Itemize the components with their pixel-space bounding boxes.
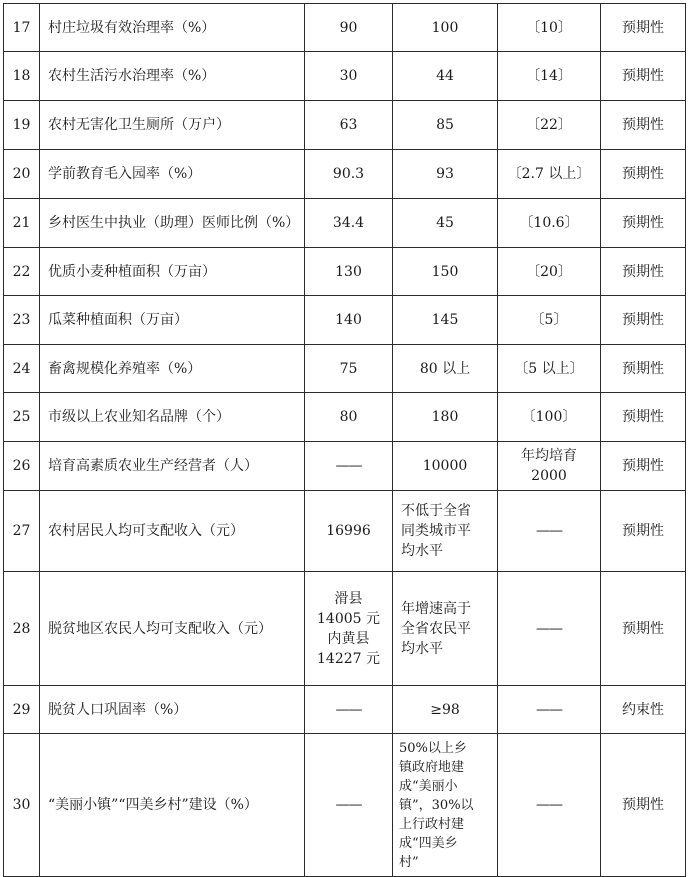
table-row bbox=[4, 101, 686, 150]
table-row bbox=[4, 686, 686, 734]
base-value: 34.4 bbox=[305, 199, 393, 248]
indicator-name: 瓜菜种植面积（万亩） bbox=[40, 296, 305, 345]
table-row bbox=[4, 442, 686, 491]
change-value: —— bbox=[498, 686, 601, 734]
attribute: 预期性 bbox=[601, 150, 686, 199]
target-value: 100 bbox=[393, 4, 498, 52]
row-number: 30 bbox=[4, 734, 40, 877]
base-value: —— bbox=[305, 442, 393, 491]
target-value: 45 bbox=[393, 199, 498, 248]
target-value: 50%以上乡 镇政府地建 成“美丽小 镇”，30%以 上行政村建 成“四美乡 村” bbox=[393, 734, 498, 877]
table-row bbox=[4, 199, 686, 248]
row-number: 22 bbox=[4, 248, 40, 296]
row-number: 28 bbox=[4, 572, 40, 686]
table-row bbox=[4, 572, 686, 686]
change-value: 〔5〕 bbox=[498, 296, 601, 345]
change-value: 〔10.6〕 bbox=[498, 199, 601, 248]
change-value: 〔100〕 bbox=[498, 393, 601, 442]
change-value: —— bbox=[498, 491, 601, 572]
change-value: 〔10〕 bbox=[498, 4, 601, 52]
row-number: 26 bbox=[4, 442, 40, 491]
base-value: 16996 bbox=[305, 491, 393, 572]
table-row bbox=[4, 296, 686, 345]
row-number: 24 bbox=[4, 345, 40, 393]
attribute: 预期性 bbox=[601, 296, 686, 345]
attribute: 预期性 bbox=[601, 248, 686, 296]
attribute: 预期性 bbox=[601, 101, 686, 150]
change-value: 〔2.7 以上〕 bbox=[498, 150, 601, 199]
indicator-name: 市级以上农业知名品牌（个） bbox=[40, 393, 305, 442]
base-value: 75 bbox=[305, 345, 393, 393]
indicator-name: 优质小麦种植面积（万亩） bbox=[40, 248, 305, 296]
target-value: 44 bbox=[393, 52, 498, 101]
change-value: 〔22〕 bbox=[498, 101, 601, 150]
table-row bbox=[4, 393, 686, 442]
attribute: 预期性 bbox=[601, 345, 686, 393]
indicator-name: 脱贫人口巩固率（%） bbox=[40, 686, 305, 734]
target-value: 不低于全省 同类城市平 均水平 bbox=[393, 491, 498, 572]
row-number: 23 bbox=[4, 296, 40, 345]
base-value: —— bbox=[305, 734, 393, 877]
indicator-name: 脱贫地区农民人均可支配收入（元） bbox=[40, 572, 305, 686]
indicator-name: 学前教育毛入园率（%） bbox=[40, 150, 305, 199]
target-value: 150 bbox=[393, 248, 498, 296]
base-value: 90 bbox=[305, 4, 393, 52]
change-value: 年均培育 2000 bbox=[498, 442, 601, 491]
base-value: 63 bbox=[305, 101, 393, 150]
indicator-name: 乡村医生中执业（助理）医师比例（%） bbox=[40, 199, 305, 248]
change-value: —— bbox=[498, 734, 601, 877]
row-number: 27 bbox=[4, 491, 40, 572]
table-row bbox=[4, 52, 686, 101]
indicator-name: 培育高素质农业生产经营者（人） bbox=[40, 442, 305, 491]
base-value: 90.3 bbox=[305, 150, 393, 199]
row-number: 17 bbox=[4, 4, 40, 52]
change-value: 〔5 以上〕 bbox=[498, 345, 601, 393]
row-number: 20 bbox=[4, 150, 40, 199]
change-value: —— bbox=[498, 572, 601, 686]
table-row bbox=[4, 491, 686, 572]
base-value: —— bbox=[305, 686, 393, 734]
table-row bbox=[4, 150, 686, 199]
change-value: 〔20〕 bbox=[498, 248, 601, 296]
indicator-table bbox=[3, 3, 686, 877]
attribute: 预期性 bbox=[601, 199, 686, 248]
row-number: 21 bbox=[4, 199, 40, 248]
target-value: 10000 bbox=[393, 442, 498, 491]
indicator-name: 村庄垃圾有效治理率（%） bbox=[40, 4, 305, 52]
table-row bbox=[4, 4, 686, 52]
attribute: 预期性 bbox=[601, 4, 686, 52]
target-value: 145 bbox=[393, 296, 498, 345]
indicator-name: “美丽小镇”“四美乡村”建设（%） bbox=[40, 734, 305, 877]
table-row bbox=[4, 248, 686, 296]
attribute: 预期性 bbox=[601, 393, 686, 442]
target-value: ≥98 bbox=[393, 686, 498, 734]
indicator-name: 农村无害化卫生厕所（万户） bbox=[40, 101, 305, 150]
target-value: 180 bbox=[393, 393, 498, 442]
base-value: 30 bbox=[305, 52, 393, 101]
attribute: 约束性 bbox=[601, 686, 686, 734]
indicator-name: 农村生活污水治理率（%） bbox=[40, 52, 305, 101]
base-value: 滑县 14005 元 内黄县 14227 元 bbox=[305, 572, 393, 686]
attribute: 预期性 bbox=[601, 572, 686, 686]
table-row bbox=[4, 345, 686, 393]
target-value: 85 bbox=[393, 101, 498, 150]
change-value: 〔14〕 bbox=[498, 52, 601, 101]
base-value: 130 bbox=[305, 248, 393, 296]
attribute: 预期性 bbox=[601, 734, 686, 877]
indicator-name: 农村居民人均可支配收入（元） bbox=[40, 491, 305, 572]
target-value: 93 bbox=[393, 150, 498, 199]
row-number: 25 bbox=[4, 393, 40, 442]
base-value: 140 bbox=[305, 296, 393, 345]
row-number: 18 bbox=[4, 52, 40, 101]
row-number: 19 bbox=[4, 101, 40, 150]
attribute: 预期性 bbox=[601, 442, 686, 491]
base-value: 80 bbox=[305, 393, 393, 442]
row-number: 29 bbox=[4, 686, 40, 734]
target-value: 年增速高于 全省农民平 均水平 bbox=[393, 572, 498, 686]
target-value: 80 以上 bbox=[393, 345, 498, 393]
indicator-name: 畜禽规模化养殖率（%） bbox=[40, 345, 305, 393]
attribute: 预期性 bbox=[601, 491, 686, 572]
table-row bbox=[4, 734, 686, 877]
attribute: 预期性 bbox=[601, 52, 686, 101]
